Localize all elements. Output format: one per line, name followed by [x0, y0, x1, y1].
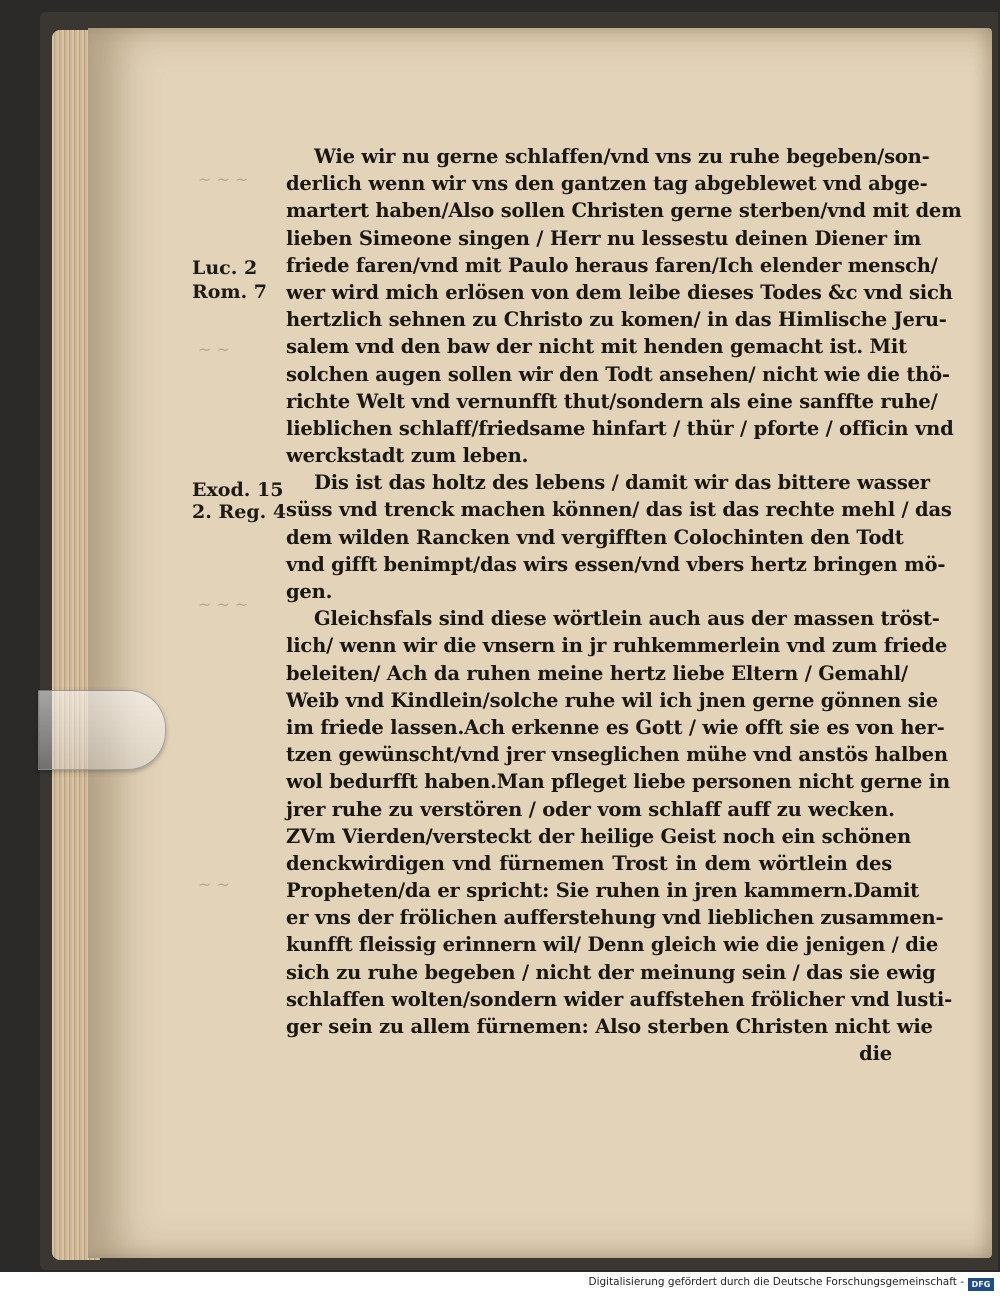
text-line: sich zu ruhe begeben / nicht der meinung sein / das sie ewig: [286, 960, 936, 984]
paragraph: [286, 469, 930, 496]
text-line: dem wilden Rancken vnd vergifften Colochinten den Todt: [286, 525, 904, 549]
text-line: tzen gewünscht/vnd jrer vnseglichen mühe vnd anstös halben: [286, 743, 948, 767]
text-line: Wie wir nu gerne schlaffen/vnd vns zu ruhe begeben/son-: [314, 145, 930, 168]
text-line: ger sein zu allem fürnemen: Also sterben Christen nicht wie: [286, 1015, 933, 1038]
page-clip: [38, 690, 166, 770]
margin-note: Luc. 2: [192, 257, 258, 279]
text-line: Weib vnd Kindlein/solche ruhe wil ich jnen gerne gönnen sie: [286, 688, 938, 712]
text-line: friede faren/vnd mit Paulo heraus faren/Ich elender mensch/: [286, 253, 938, 277]
paragraph: [286, 605, 940, 632]
margin-note: Exod. 15: [192, 479, 284, 501]
dfg-logo: DFG: [968, 1278, 994, 1291]
text-line: jrer ruhe zu verstören / oder vom schlaff auff zu wecken.: [286, 797, 895, 821]
paragraph: [286, 143, 930, 170]
text-line: Dis ist das holtz des lebens / damit wir das bittere wasser: [314, 471, 930, 495]
text-line: wol bedurfft haben.Man pfleget liebe personen nicht gerne in: [286, 770, 950, 794]
text-line: gen.: [286, 580, 333, 603]
text-line: werckstadt zum leben.: [286, 444, 529, 468]
text-line: derlich wenn wir vns den gantzen tag abgeblewet vnd abge-: [286, 172, 928, 196]
text-line: kunfft fleissig erinnern wil/ Denn gleich wie die jenigen / die: [286, 933, 939, 957]
text-line: hertzlich sehnen zu Christo zu komen/ in das Himlische Jeru-: [286, 308, 947, 332]
text-line: denckwirdigen vnd fürnemen Trost in dem wörtlein des: [286, 851, 892, 875]
footer-caption: Digitalisierung gefördert durch die Deutsche Forschungsgemeinschaft -: [588, 1276, 964, 1288]
text-line: salem vnd den baw der nicht mit henden gemacht ist. Mit: [286, 335, 907, 359]
text-line: lich/ wenn wir die vnsern in jr ruhkemmerlein vnd zum friede: [286, 634, 948, 658]
text-line: richte Welt vnd vernunfft thut/sondern als eine sanffte ruhe/: [286, 389, 938, 413]
text-line: wer wird mich erlösen von dem leibe dieses Todes &c vnd sich: [286, 280, 953, 304]
bleed-through-mark: ~ ~ ~: [198, 170, 249, 189]
text-line: vnd gifft benimpt/das wirs essen/vnd vbers hertz bringen mö-: [286, 552, 946, 576]
text-line: lieben Simeone singen / Herr nu lessestu deinen Diener im: [286, 226, 922, 250]
text-line: lieblichen schlaff/friedsame hinfart / thür / pforte / officin vnd: [286, 416, 954, 440]
margin-note: Rom. 7: [192, 281, 268, 303]
page-text: [286, 143, 962, 1067]
bleed-through-mark: ~ ~ ~: [198, 595, 249, 614]
text-line: ZVm Vierden/versteckt der heilige Geist noch ein schönen: [286, 824, 911, 848]
margin-note: 2. Reg. 4: [192, 501, 287, 523]
text-line: solchen augen sollen wir den Todt ansehen/ nicht wie die thö-: [286, 362, 950, 386]
catchword: die: [859, 1042, 892, 1066]
text-line: süss vnd trenck machen können/ das ist das rechte mehl / das: [286, 498, 952, 522]
text-line: beleiten/ Ach da ruhen meine hertz liebe Eltern / Gemahl/: [286, 661, 908, 685]
text-line: Propheten/da er spricht: Sie ruhen in jren kammern.Damit: [286, 879, 919, 903]
text-line: im friede lassen.Ach erkenne es Gott / wie offt sie es von her-: [286, 715, 945, 739]
text-line: martert haben/Also sollen Christen gerne sterben/vnd mit dem: [286, 199, 962, 223]
text-line: er vns der frölichen aufferstehung vnd lieblichen zusammen-: [286, 906, 944, 930]
text-line: Gleichsfals sind diese wörtlein auch aus der massen tröst-: [314, 607, 940, 631]
text-line: schlaffen wolten/sondern wider auffstehen frölicher vnd lusti-: [286, 987, 953, 1011]
bleed-through-mark: ~ ~: [198, 875, 230, 894]
bleed-through-mark: ~ ~: [198, 340, 230, 359]
